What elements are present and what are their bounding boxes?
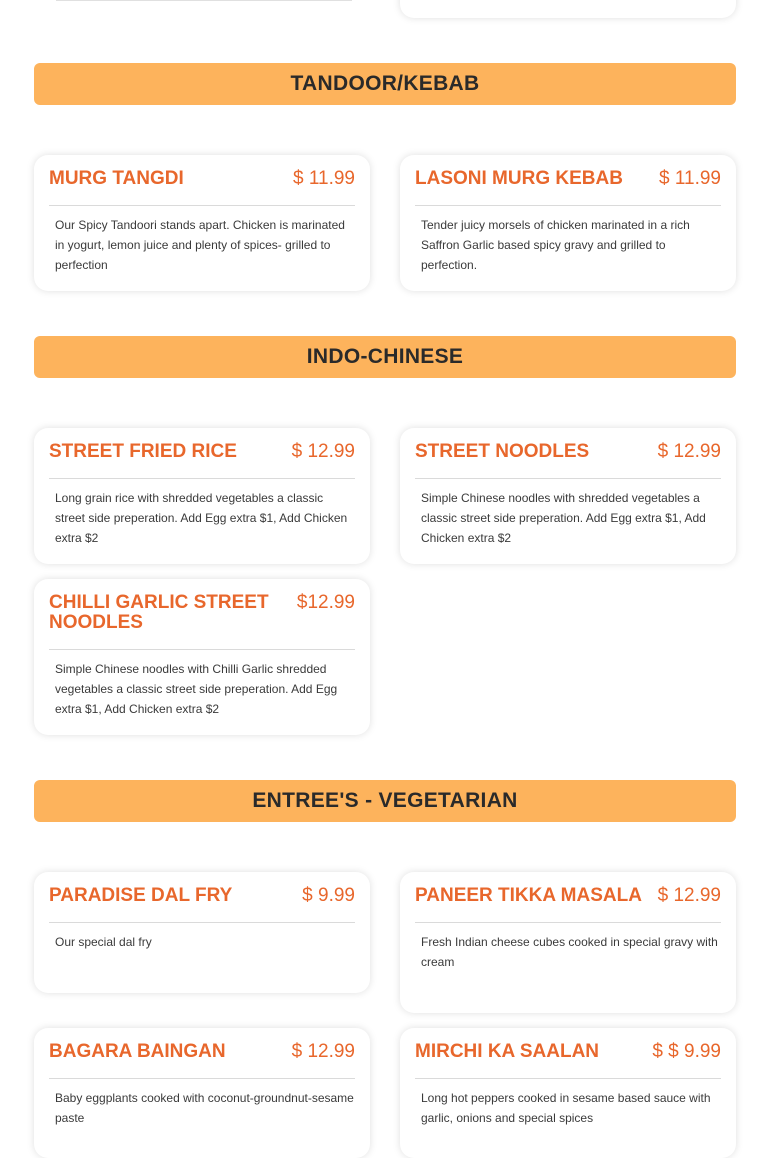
dish-name: MURG TANGDI <box>49 168 184 189</box>
menu-card[interactable] <box>400 872 736 1013</box>
dish-price: $ 9.99 <box>302 885 355 906</box>
dish-name: PARADISE DAL FRY <box>49 885 233 906</box>
menu-card[interactable] <box>400 1028 736 1158</box>
dish-name: STREET FRIED RICE <box>49 441 237 462</box>
dish-name: BAGARA BAINGAN <box>49 1041 226 1062</box>
card-divider <box>415 478 721 479</box>
dish-description: Long grain rice with shredded vegetables a classic street side preperation. Add Egg extra $1, Add Chicken extra $2 <box>55 491 348 545</box>
dish-name: MIRCHI KA SAALAN <box>415 1041 600 1062</box>
dish-price: $ 11.99 <box>293 168 355 189</box>
menu-card[interactable] <box>400 155 736 291</box>
menu-card[interactable] <box>34 155 370 291</box>
previous-menu-card <box>400 0 736 18</box>
section-header-tandoor-kebab: TANDOOR/KEBAB <box>34 63 736 105</box>
dish-name: LASONI MURG KEBAB <box>415 168 623 189</box>
dish-description: Simple Chinese noodles with Chilli Garlic shredded vegetables a classic street side preperation. Add Egg extra $1, Add Chicken extra $2 <box>55 662 338 716</box>
dish-price: $ 12.99 <box>291 441 355 462</box>
dish-name: CHILLI GARLIC STREET NOODLES <box>49 592 269 633</box>
dish-price: $ 12.99 <box>657 441 721 462</box>
menu-card[interactable] <box>400 428 736 564</box>
dish-description: Long hot peppers cooked in sesame based sauce with garlic, onions and special spices <box>421 1091 711 1125</box>
card-divider <box>415 1078 721 1079</box>
section-header-entrees-vegetarian: ENTREE'S - VEGETARIAN <box>34 780 736 822</box>
dish-price: $ $ 9.99 <box>652 1041 721 1062</box>
menu-card[interactable] <box>34 1028 370 1158</box>
menu-card[interactable] <box>34 428 370 564</box>
dish-description: Our special dal fry <box>55 935 152 949</box>
dish-description: Fresh Indian cheese cubes cooked in special gravy with cream <box>421 935 718 969</box>
card-divider <box>49 478 355 479</box>
card-divider <box>49 649 355 650</box>
card-divider <box>49 205 355 206</box>
previous-card-divider <box>56 0 352 1</box>
dish-price: $ 12.99 <box>657 885 721 906</box>
dish-description: Simple Chinese noodles with shredded vegetables a classic street side preperation. Add Egg extra $1, Add Chicken extra $2 <box>421 491 706 545</box>
dish-price: $ 11.99 <box>659 168 721 189</box>
card-divider <box>49 922 355 923</box>
dish-description: Baby eggplants cooked with coconut-groundnut-sesame paste <box>55 1091 354 1125</box>
menu-card[interactable] <box>34 872 370 993</box>
dish-name: STREET NOODLES <box>415 441 590 462</box>
card-divider <box>49 1078 355 1079</box>
section-header-indo-chinese: INDO-CHINESE <box>34 336 736 378</box>
card-divider <box>415 922 721 923</box>
card-divider <box>415 205 721 206</box>
dish-description: Tender juicy morsels of chicken marinated in a rich Saffron Garlic based spicy gravy and grilled to perfection. <box>421 218 690 272</box>
menu-card[interactable] <box>34 579 370 735</box>
dish-description: Our Spicy Tandoori stands apart. Chicken is marinated in yogurt, lemon juice and plenty of spices- grilled to perfection <box>55 218 345 272</box>
dish-price: $ 12.99 <box>291 1041 355 1062</box>
dish-name: PANEER TIKKA MASALA <box>415 885 642 906</box>
dish-price: $12.99 <box>296 592 355 613</box>
